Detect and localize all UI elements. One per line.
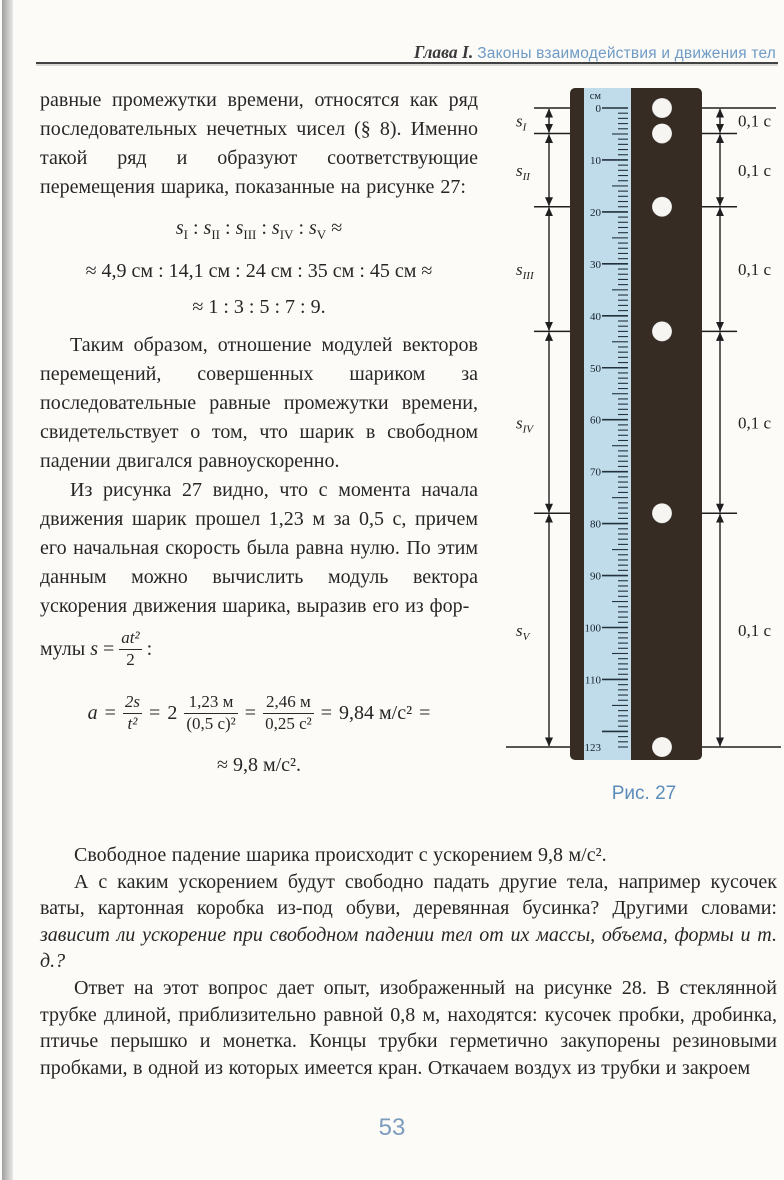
header-rule: [36, 62, 778, 64]
left-text-column: [40, 86, 478, 783]
svg-text:sIV: $s_{IV}$: [516, 413, 534, 436]
svg-text:110: 110: [584, 674, 601, 687]
paragraph-conclusion: Таким образом, отношение модулей векторов перемещений, совершенных шариком за последовательные равные промежутки времени, свидетельствует о том, что шарик в свободном падении двигался равноускоренно.: [40, 334, 478, 472]
svg-text:123: 123: [584, 742, 601, 754]
svg-text:0,1 с: 0,1 с: [738, 260, 772, 280]
svg-text:см: см: [589, 91, 601, 102]
figure-caption: Рис. 27: [611, 783, 677, 804]
svg-text:0: 0: [595, 103, 601, 115]
ratio-formula-result: ≈ 1 : 3 : 5 : 7 : 9.: [192, 296, 326, 318]
equals-sign: =: [244, 701, 257, 724]
chapter-label: Глава I.: [413, 42, 474, 62]
binding-shadow: [2, 0, 13, 1180]
equals-sign: =: [320, 701, 332, 724]
svg-text:0,1 с: 0,1 с: [738, 161, 772, 181]
colon-sign: :: [146, 637, 153, 660]
paragraph-experiment: Ответ на этот вопрос дает опыт, изображенный на рисунке 28. В стеклянной трубке длиной, приблизительно равной 0,8 м, находятся: кусочек пробки, дробинка, птичье перышко и монетка. Концы трубки герметично закупорены резиновыми пробками, в одной из которых имеется кран. Откачаем воздух из трубки и закроем: [40, 976, 777, 1079]
svg-text:sII: $s_{II}$: [516, 161, 530, 184]
question-italic-part: зависит ли ускорение при свободном падении тел от их массы, объема, формы и т. д.?: [40, 923, 777, 973]
svg-text:60: 60: [590, 414, 601, 427]
figure-27: [504, 84, 784, 805]
paragraph-intro: равные промежутки времени, относятся как ряд последовательных нечетных чисел (§ 8). Именно такой ряд и образуют соответствующие перемещения шарика, показанные на рисунке 27:: [40, 89, 478, 198]
svg-text:20: 20: [590, 206, 601, 219]
ratio-formula-symbols: $s_I$ : $s_{II}$ : $s_{III}$ : $s_{IV}$ : $s_V$ ≈: [175, 217, 343, 242]
coefficient-2: 2: [167, 701, 178, 724]
svg-text:0,1 с: 0,1 с: [738, 621, 772, 641]
fraction-result: $\frac{2,46 м}{\text{0,25 с²}}$: [265, 692, 312, 733]
acceleration-value: 9,84 м/с²: [339, 701, 413, 724]
formula-prefix: мулы: [40, 637, 86, 660]
svg-text:80: 80: [590, 518, 601, 531]
displacement-formula-line: [40, 625, 478, 673]
svg-text:100: 100: [584, 622, 601, 635]
paragraph-question: [40, 869, 777, 975]
chapter-title: Законы взаимодействия и движения тел: [477, 45, 776, 62]
svg-text:70: 70: [590, 466, 601, 479]
svg-text:50: 50: [590, 362, 601, 375]
paragraph-freefall: Свободное падение шарика происходит с ускорением 9,8 м/с².: [74, 844, 607, 866]
svg-text:30: 30: [590, 258, 601, 271]
symbol-a: a: [87, 701, 98, 724]
ruler-diagram: [504, 84, 784, 774]
svg-text:sI: $s_I$: [516, 111, 527, 134]
svg-text:40: 40: [590, 310, 601, 323]
equals-sign: =: [104, 701, 116, 724]
acceleration-final-value: ≈ 9,8 м/с².: [216, 754, 302, 776]
acceleration-formula: [40, 685, 478, 741]
equals-sign: =: [149, 701, 161, 724]
ratio-formula-values: ≈ 4,9 см : 14,1 см : 24 см : 35 см : 45 см ≈: [85, 260, 433, 282]
bottom-text-block: [40, 842, 777, 1081]
question-normal-part: А с каким ускорением будут свободно падать другие тела, например кусочек ваты, картонная коробка из-под обуви, деревянная бусинка? Другими словами:: [40, 870, 777, 920]
page-number: 53: [378, 1114, 406, 1141]
svg-text:90: 90: [590, 570, 601, 583]
fraction-distance-over-time: $\frac{1,23 м}{\text{(0,5 с)²}}$: [186, 692, 236, 733]
equals-sign: =: [419, 701, 431, 724]
svg-text:sV: $s_V$: [516, 621, 530, 644]
symbol-s: s: [90, 637, 98, 660]
svg-text:sIII: $s_{III}$: [516, 260, 534, 283]
page-header: [36, 42, 776, 63]
fraction-2s-over-t2: $\frac{2s}{\text{t²}}$: [124, 692, 141, 733]
ratio-formula-block: [40, 210, 478, 325]
svg-text:10: 10: [590, 154, 601, 167]
equals-sign: =: [103, 637, 115, 660]
svg-text:0,1 с: 0,1 с: [738, 413, 772, 433]
paragraph-calculation: Из рисунка 27 видно, что с момента начала движения шарик прошел 1,23 м за 0,5 с, причем его начальная скорость была равна нулю. По этим данным можно вычислить модуль вектора ускорения движения шарика, выразив его из фор-: [40, 479, 478, 617]
svg-text:0,1 с: 0,1 с: [738, 111, 772, 131]
fraction-at2-over-2: $\frac{\text{at²}}{2}$: [121, 628, 140, 669]
